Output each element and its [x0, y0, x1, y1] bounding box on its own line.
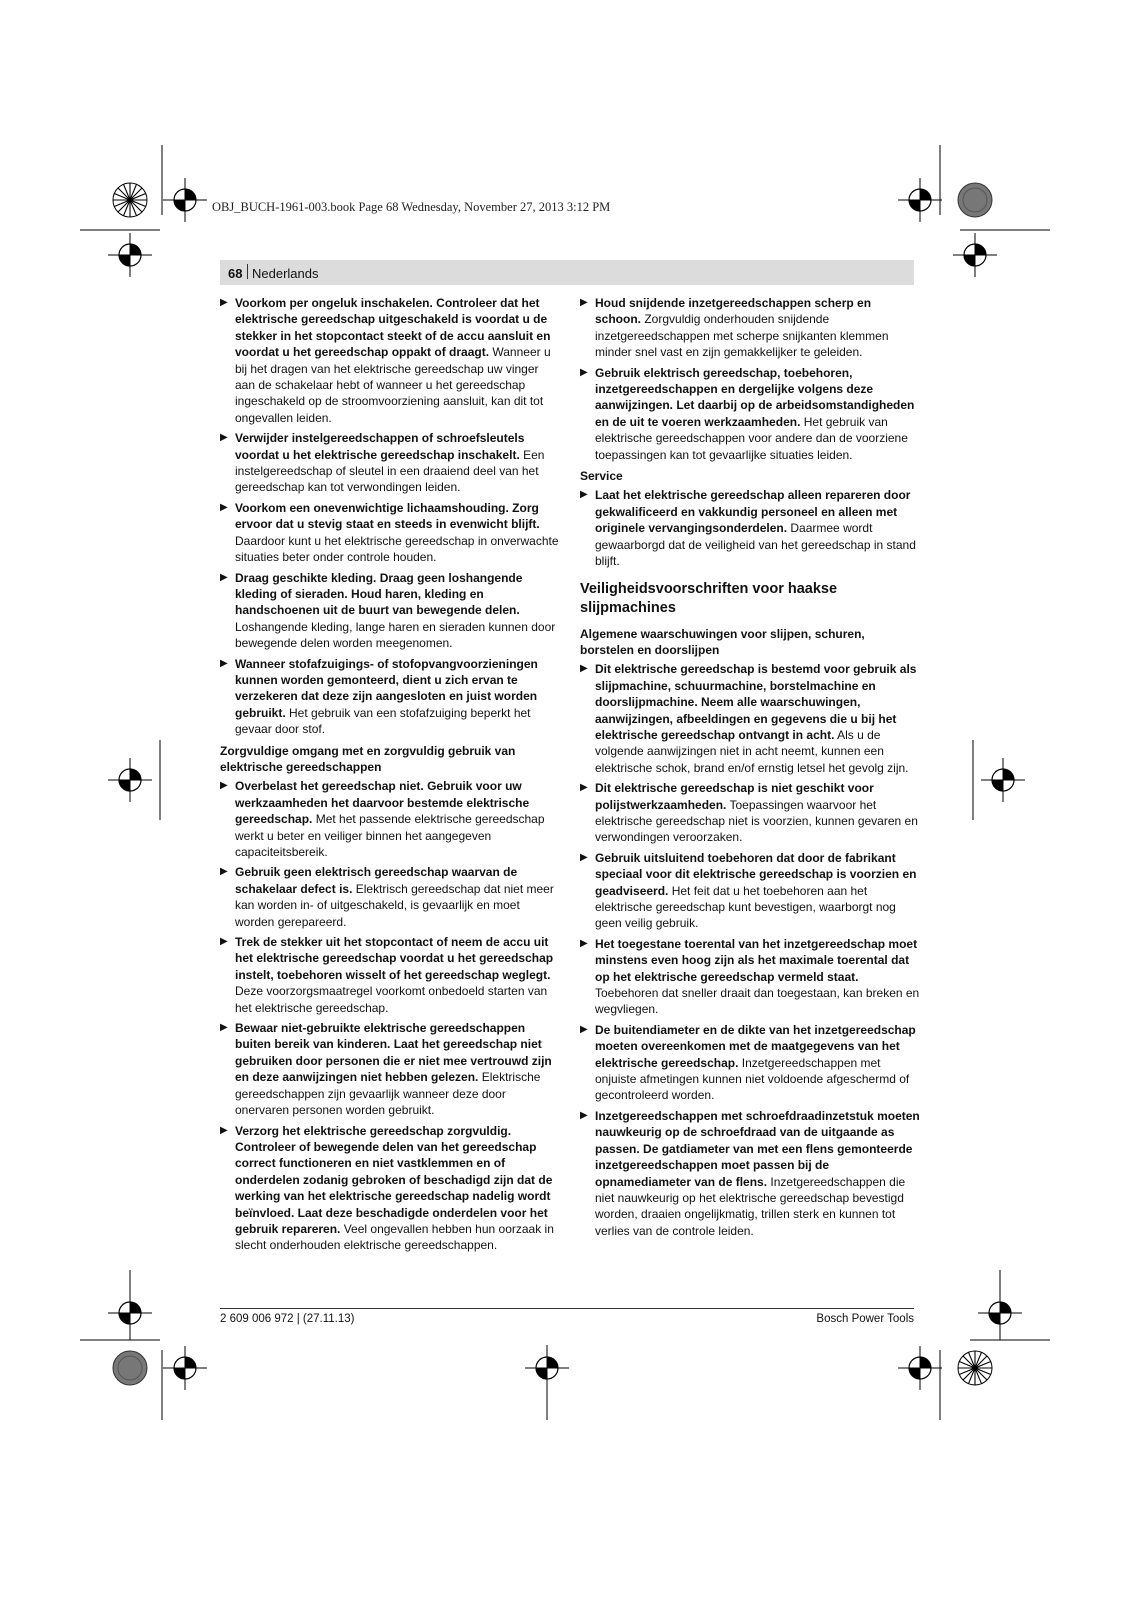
bullet-arrow-icon: ▶ — [580, 663, 588, 675]
list-item — [580, 936, 920, 1018]
item-body-text: Als u de volgende aanwijzingen niet in acht neemt, kunnen een elektrische schok, brand en/of ernstig letsel het gevolg zijn. — [595, 727, 909, 775]
list-item — [580, 1108, 920, 1239]
item-bold-text: Overbelast het gereedschap niet. Gebruik voor uw werkzaamheden het daarvoor bestemde elektrische gereedschap. — [235, 779, 530, 827]
footer-brand: Bosch Power Tools — [816, 1313, 914, 1325]
bullet-arrow-icon: ▶ — [220, 297, 228, 308]
list-item — [220, 570, 560, 652]
right-column — [580, 295, 920, 1243]
bullet-arrow-icon: ▶ — [220, 780, 228, 792]
item-body-text: Het feit dat u het toebehoren aan het elektrische gereedschap kunt bevestigen, waarborgt nog geen veilig gebruik. — [595, 883, 896, 931]
item-body-text: Wanneer u bij het dragen van het elektrische gereedschap uw vinger aan de schakelaar hebt of wanneer u het gereedschap ingeschakeld op de stroomvoorziening aansluit, kan dit tot ongevallen leiden. — [235, 345, 551, 425]
list-item — [220, 1123, 560, 1254]
list-item — [220, 656, 560, 738]
item-bold-text: Het toegestane toerental van het inzetgereedschap moet minstens even hoog zijn als het maximale toerental dat op het elektrische gereedschap vermeld staat. — [595, 936, 918, 984]
list-item — [220, 500, 560, 566]
list-item — [220, 864, 560, 930]
list-item — [220, 778, 560, 860]
item-bold-text: Trek de stekker uit het stopcontact of neem de accu uit het elektrische gereedschap voordat u het gereedschap instelt, toebehoren wisselt of het gereedschap weglegt. — [235, 935, 554, 982]
list-item — [580, 487, 920, 569]
list-item — [580, 365, 920, 463]
bullet-arrow-icon: ▶ — [580, 782, 588, 794]
item-bold-text: Voorkom per ongeluk inschakelen. Controleer dat het elektrische gereedschap uitgeschakeld is voordat u de stekker in het stopcontact steekt of de accu aansluit en voordat u het gereedschap oppakt of draagt. — [235, 296, 551, 360]
item-bold-text: Gebruik elektrisch gereedschap, toebehoren, inzetgereedschappen en dergelijke volgens deze aanwijzingen. Let daarbij op de arbeidsomstandigheden en de uit te voeren werkzaamheden. — [595, 365, 915, 429]
bullet-arrow-icon: ▶ — [220, 571, 228, 583]
bullet-arrow-icon: ▶ — [220, 1022, 228, 1034]
item-bold-text: Gebruik uitsluitend toebehoren dat door de fabrikant speciaal voor dit elektrische gereedschap is voorzien en geadviseerd. — [595, 850, 917, 898]
item-body-text: Daarmee wordt gewaarborgd dat de veiligheid van het gereedschap in stand blijft. — [595, 521, 916, 569]
page-number: 68 — [228, 266, 243, 281]
bullet-arrow-icon: ▶ — [220, 936, 228, 948]
bullet-arrow-icon: ▶ — [220, 657, 228, 669]
item-bold-text: Bewaar niet-gebruikte elektrische gereedschappen buiten bereik van kinderen. Laat het gereedschap niet gebruiken door personen die er niet mee vertrouwd zijn en deze aanwijzingen niet hebben gelezen. — [235, 1021, 552, 1085]
item-body-text: Inzetgereedschappen met onjuiste afmetingen kunnen niet voldoende afgeschermd of gecontroleerd worden. — [595, 1055, 910, 1103]
item-bold-text: Houd snijdende inzetgereedschappen scherp en schoon. — [595, 296, 872, 327]
list-item — [580, 850, 920, 932]
list-item — [580, 661, 920, 776]
bullet-arrow-icon: ▶ — [580, 489, 588, 501]
bullet-arrow-icon: ▶ — [580, 851, 588, 863]
item-bold-text: Wanneer stofafzuigings- of stofopvangvoorzieningen kunnen worden gemonteerd, dient u zich ervan te verzekeren dat deze zijn aangesloten en juist worden gebruikt. — [235, 656, 538, 720]
bullet-arrow-icon: ▶ — [220, 432, 228, 444]
footer-rule — [220, 1308, 914, 1309]
item-bold-text: Dit elektrische gereedschap is bestemd voor gebruik als slijpmachine, schuurmachine, borstelmachine en doorslijpmachine. Neem alle waarschuwingen, aanwijzingen, afbeeldingen en gegevens die u bij het elektrische gereedschap ontvangt in acht. — [595, 662, 917, 742]
item-body-text: Daardoor kunt u het elektrische gereedschap in onverwachte situaties beter onder controle houden. — [235, 533, 559, 565]
bullet-arrow-icon: ▶ — [220, 501, 228, 513]
bullet-arrow-icon: ▶ — [220, 1124, 228, 1136]
section-heading: Veiligheidsvoorschriften voor haakse slijpmachines — [580, 580, 838, 616]
list-item — [580, 780, 920, 846]
bullet-arrow-icon: ▶ — [580, 297, 588, 308]
item-bold-text: Verzorg het elektrische gereedschap zorgvuldig. Controleer of bewegende delen van het gereedschap correct functioneren en niet vastklemmen en of onderdelen zodanig gebroken of beschadigd zijn dat de werking van het elektrische gereedschap nadelig wordt beïnvloed. Laat deze beschadigde onderdelen voor het gebruik repareren. — [235, 1123, 553, 1236]
item-body-text: Loshangende kleding, lange haren en sieraden kunnen door bewegende delen worden meegenomen. — [235, 619, 556, 651]
item-body-text: Met het passende elektrische gereedschap werkt u beter en veiliger binnen het aangegeven capaciteitsbereik. — [235, 812, 545, 859]
item-body-text: Toebehoren dat sneller draait dan toegestaan, kan breken en wegvliegen. — [595, 986, 920, 1017]
subsection-heading: Algemene waarschuwingen voor slijpen, schuren, borstelen en doorslijpen — [580, 626, 865, 657]
item-body-text: Elektrisch gereedschap dat niet meer kan worden in- of uitgeschakeld, is gevaarlijk en moet worden gerepareerd. — [235, 881, 554, 929]
item-bold-text: Dit elektrische gereedschap is niet geschikt voor polijstwerkzaamheden. — [595, 781, 874, 812]
bullet-arrow-icon: ▶ — [580, 1109, 588, 1121]
item-body-text: Toepassingen waarvoor het elektrische gereedschap niet is voorzien, kunnen gevaren en verwondingen veroorzaken. — [595, 797, 918, 845]
item-body-text: Inzetgereedschappen die niet nauwkeurig op het elektrische gereedschap bevestigd worden, draaien ongelijkmatig, trillen sterk en kunnen tot verlies van de controle leiden. — [595, 1174, 906, 1238]
item-bold-text: Laat het elektrische gereedschap alleen repareren door gekwalificeerd en vakkundig personeel en alleen met originele vervangingsonderdelen. — [595, 488, 911, 536]
subsection-heading: Zorgvuldige omgang met en zorgvuldig gebruik van elektrische gereedschappen — [220, 743, 516, 774]
page-language: Nederlands — [252, 266, 319, 281]
item-body-text: Veel ongevallen hebben hun oorzaak in slecht onderhouden elektrische gereedschappen. — [235, 1221, 554, 1253]
item-bold-text: Inzetgereedschappen met schroefdraadinzetstuk moeten nauwkeurig op de schroefdraad van de uitgaande as passen. De gatdiameter van met een flens gemonteerde inzetgereedschappen moet passen bij de opnamediameter van de flens. — [595, 1108, 920, 1189]
item-bold-text: Gebruik geen elektrisch gereedschap waarvan de schakelaar defect is. — [235, 865, 518, 896]
list-item — [220, 430, 560, 496]
item-bold-text: Draag geschikte kleding. Draag geen loshangende kleding of sieraden. Houd haren, kleding en handschoenen uit de buurt van bewegende delen. — [235, 570, 523, 618]
item-body-text: Deze voorzorgsmaatregel voorkomt onbedoeld starten van het elektrische gereedschap. — [235, 984, 548, 1015]
print-slug: OBJ_BUCH-1961-003.book Page 68 Wednesday, November 27, 2013 3:12 PM — [212, 200, 611, 214]
page-header-band — [220, 260, 914, 285]
subsection-heading: Service — [580, 469, 623, 484]
item-bold-text: Verwijder instelgereedschappen of schroefsleutels voordat u het elektrische gereedschap inschakelt. — [235, 431, 525, 462]
list-item — [580, 295, 920, 361]
list-item — [220, 295, 560, 426]
bullet-arrow-icon: ▶ — [580, 1023, 588, 1035]
list-item — [580, 1022, 920, 1104]
list-item — [220, 934, 560, 1016]
left-column — [220, 295, 560, 1258]
list-item — [220, 1020, 560, 1118]
item-body-text: Zorgvuldig onderhouden snijdende inzetgereedschappen met scherpe snijkanten klemmen minder snel vast en zijn gemakkelijker te geleiden. — [595, 312, 889, 360]
item-body-text: Elektrische gereedschappen zijn gevaarlijk wanneer deze door onervaren personen worden gebruikt. — [235, 1070, 541, 1118]
item-bold-text: Voorkom een onevenwichtige lichaamshouding. Zorg ervoor dat u stevig staat en steeds in evenwicht blijft. — [235, 500, 540, 532]
item-body-text: Het gebruik van een stofafzuiging beperkt het gevaar door stof. — [235, 705, 531, 737]
item-bold-text: De buitendiameter en de dikte van het inzetgereedschap moeten overeenkomen met de maatgegevens van het elektrische gereedschap. — [595, 1022, 916, 1070]
bullet-arrow-icon: ▶ — [220, 866, 228, 878]
bullet-arrow-icon: ▶ — [580, 937, 588, 949]
footer-doc-number: 2 609 006 972 | (27.11.13) — [220, 1313, 355, 1325]
header-separator — [247, 264, 248, 279]
item-body-text: Een instelgereedschap of sleutel in een draaiend deel van het gereedschap kan tot verwondingen leiden. — [235, 447, 545, 495]
item-body-text: Het gebruik van elektrische gereedschappen voor andere dan de voorziene toepassingen kan tot gevaarlijke situaties leiden. — [595, 414, 908, 462]
bullet-arrow-icon: ▶ — [580, 366, 588, 378]
